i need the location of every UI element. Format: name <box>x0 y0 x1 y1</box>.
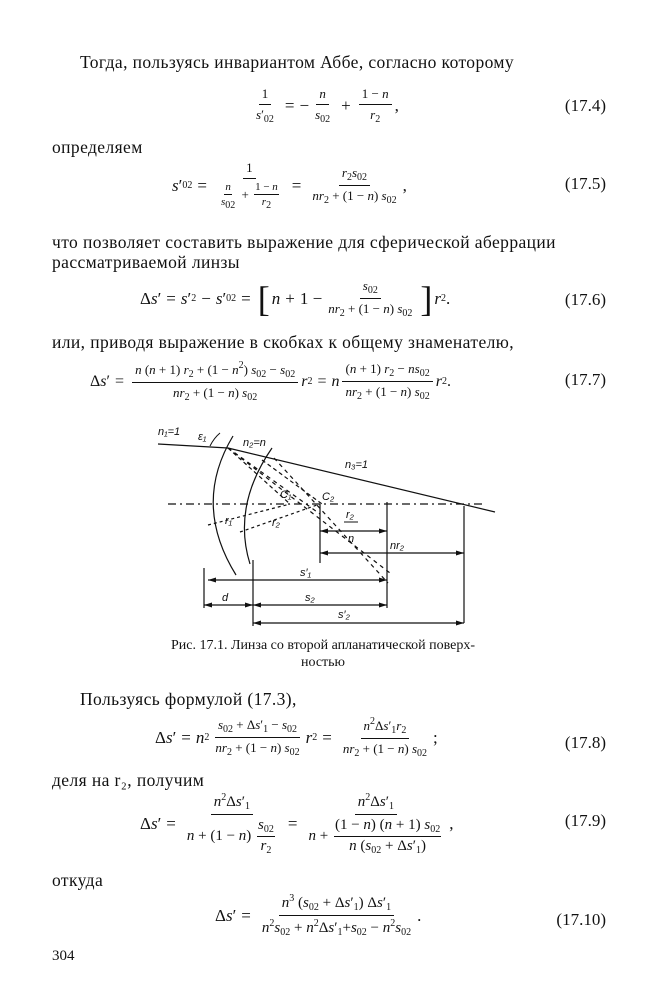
equation-17-7: Δ s ′ = $\frac{n (n + 1) r_2 + (1 - n^2) s_{02} - s_{02}}{nr_2 + (1 - n) s_{02}}$ r 2 = n $\frac{(n + 1) r_2 - ns_{02}}{nr_2 + (1 - n) s_{02}}$ r 2 . <box>90 360 451 403</box>
allows-text-line2: рассматриваемой линзы <box>52 252 240 272</box>
whence-text: откуда <box>52 870 104 890</box>
equation-number: (17.8) <box>564 733 606 752</box>
using-text: Пользуясь формулой (17.3), <box>80 689 297 709</box>
label-c1: C₁ <box>280 489 292 501</box>
figure-caption <box>0 637 646 671</box>
equation-number: (17.5) <box>564 174 606 193</box>
or-text: или, приводя выражение в скобках к общему знаменателю, <box>52 332 514 352</box>
label-r2: r₂ <box>272 517 280 529</box>
label-r1: r₁ <box>225 515 233 527</box>
equation-number: (17.4) <box>564 96 606 115</box>
label-epsilon: ε₁ <box>198 431 207 443</box>
equation-17-10: Δ s ′ = $\frac{n^3 (s_{02} + \Delta s'_1) \Delta s'_1}{n^2s_{02} + n^2\Delta s'_1+s_{02} - n^2s_{02}}$ . <box>215 893 422 938</box>
equation-number: (17.10) <box>556 910 606 929</box>
equation-17-8: Δ s ′ = n 2 $\frac{s_{02} + \Delta s'_1 - s_{02}}{nr_2 + (1 - n) s_{02}}$ r 2 = $\frac{n^2\Delta s'_1r_2}{nr_2 + (1 - n) s_{02}}$ ; <box>155 716 438 759</box>
equation-number: (17.9) <box>564 811 606 830</box>
label-n1: n₁=1 <box>158 426 181 438</box>
dividing-text: деля на r₂, получим <box>52 770 205 790</box>
determine-text: определяем <box>52 137 143 157</box>
label-c2: C₂ <box>322 491 335 503</box>
figure-caption-line1: Рис. 17.1. Линза со второй апланатической поверх- <box>170 638 476 653</box>
equation-17-4: $\frac{1}{s'_{02}}$ = − $\frac{n}{s_{02}}$ + $\frac{1 - n}{r_2}$ , <box>256 86 399 125</box>
label-s1-prime: s′₁ <box>300 567 312 579</box>
label-r2-over-n-num: r₂ <box>346 509 354 521</box>
equation-number: (17.6) <box>564 290 606 309</box>
label-n2: n₂=n <box>243 437 266 449</box>
figure-caption-line2: ностью <box>300 655 346 670</box>
label-r2-over-n-den: n <box>348 533 355 545</box>
label-s2: s₂ <box>305 592 315 604</box>
label-nr2: nr₂ <box>390 540 404 552</box>
label-n3: n₃=1 <box>345 459 369 471</box>
equation-17-6: Δ s ′ = s ′ 2 − s ′ 02 = [ n + 1 − $\frac{s_{02}}{nr_2 + (1 - n) s_{02}}$ ] r 2 . <box>140 278 451 319</box>
label-s2-prime: s′₂ <box>338 609 350 621</box>
lens-figure <box>0 418 646 628</box>
intro-text: Тогда, пользуясь инвариантом Аббе, согласно которому <box>80 52 515 72</box>
equation-number: (17.7) <box>564 370 606 389</box>
equation-17-9: Δ s ′ = $n^2\Delta s'_1$ n + (1 − n) $\frac{s_{02}}{r_2}$ = $n^2\Delta s'_1$ n + $\frac{(1 - n) (n + 1) s_{02}}{n (s_{02} + \Delta s'_1)}$ , <box>140 792 454 856</box>
equation-17-5: s ′ 02 = 1 $\frac{n}{s_{02}}$ + $\frac{1 - n}{r_2}$ = $\frac{r_2s_{02}}{nr_2 + (1 - n) s_{02}}$ , <box>172 160 407 211</box>
page-number: 304 <box>52 948 75 964</box>
allows-text-line1: что позволяет составить выражение для сферической аберрации <box>52 232 556 252</box>
label-d: d <box>222 592 229 604</box>
